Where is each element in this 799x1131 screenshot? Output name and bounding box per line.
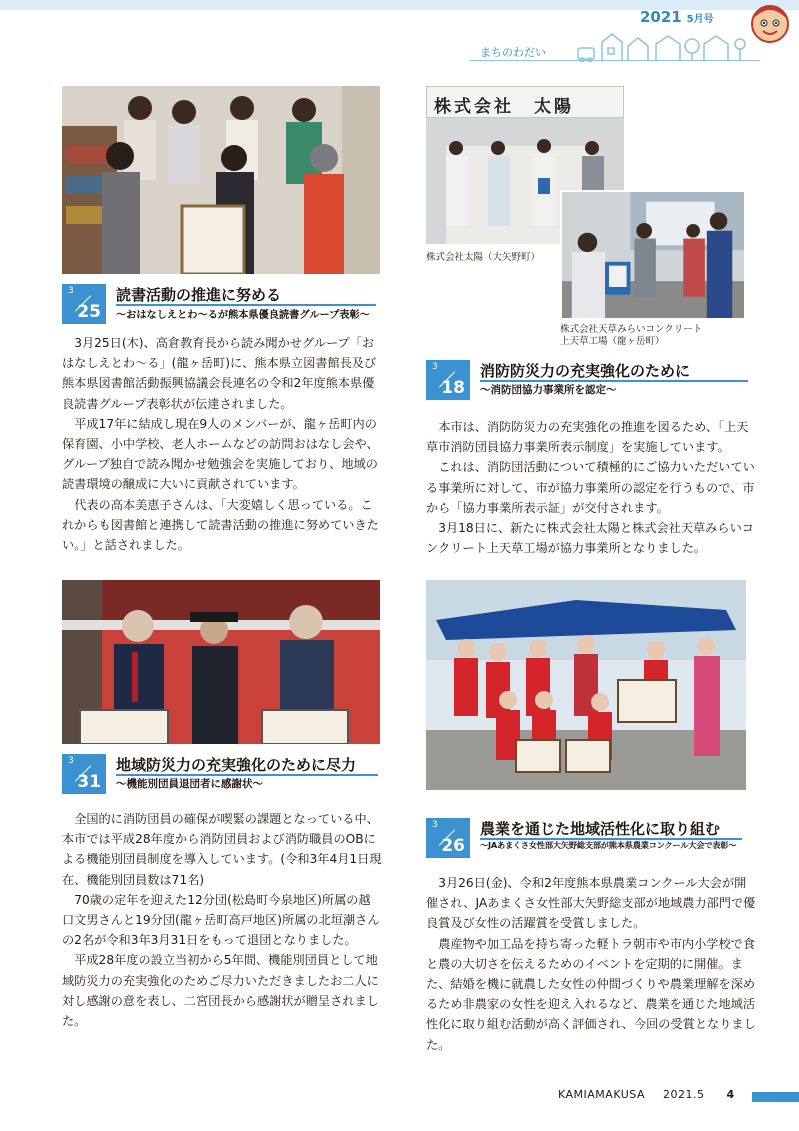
paragraph: 代表の高本美恵子さんは、「大変嬉しく思っている。これからも図書館と連携して読書活動の推進に努めていきたい。」と話されました。 [62,497,379,553]
date-month: 3 [432,820,438,830]
fire-ceremony-photo [62,580,380,744]
paragraph: 3月25日(木)、高倉教育長から読み聞かせグループ「おはなしえとわ～る」(龍ヶ岳町)に、熊本県立図書館長及び熊本県図書館活動振興協議会長連名の令和2年度熊本県優良読書グループ表彰状が伝達されました。 [62,336,377,411]
mirai-concrete-photo [560,190,746,320]
article-body-retire [62,809,382,1031]
photo-caption [560,324,702,348]
caption-line: 上天草工場（龍ヶ岳町） [560,336,665,347]
paragraph: 70歳の定年を迎えた12分団(松島町今泉地区)所属の越口文男さんと19分団(龍ヶ岳町高戸地区)所属の北垣潮さんの2名が令和3年3月31日をもって退団となりました。 [62,892,380,948]
article-header-reading [62,284,382,324]
article-title: 読書活動の推進に努める [116,286,282,304]
date-day: 26 [441,836,465,856]
date-day: 18 [441,378,465,398]
article-header-retire [62,754,392,794]
article-title: 地域防災力の充実強化のために尽力 [116,756,357,774]
article-header-ja [426,818,756,858]
paragraph: 平成17年に結成し現在9人のメンバーが、龍ヶ岳町内の保育園、小中学校、老人ホームなどの訪問おはなし会や、グループ独自で読み聞かせ勉強会を実施しており、地域の読書環境の醸成に大いに貢献されています。 [62,416,379,492]
paragraph: 3月26日(金)、令和2年度熊本県農業コンクール大会が開催され、JAあまくさ女性部大矢野総支部が地域農力部門で優良賞及び女性の活躍賞を受賞しました。 [426,876,756,931]
date-month: 3 [432,362,438,372]
article-header-bousai [426,360,756,400]
issue-month: 5月号 [686,14,714,25]
date-month: 3 [68,286,74,296]
paragraph: 本市は、消防防災力の充実強化の推進を図るため、「上天草市消防団員協力事業所表示制度」を実施しています。 [426,420,749,455]
article-body-ja [426,873,756,1055]
date-badge [62,754,106,794]
issue-year: 2021 [640,8,682,26]
issue-label [640,8,714,26]
page-number: 4 [726,1088,735,1101]
town-illustration-icon [576,30,751,62]
date-badge [426,360,470,400]
magazine-name: KAMIAMAKUSA [558,1088,646,1101]
article-body-reading [62,333,382,555]
page-footer [558,1088,735,1101]
date-badge [62,284,106,324]
article-title: 消防防災力の充実強化のために [480,362,691,380]
header-rule [470,60,760,61]
paragraph: 農産物や加工品を持ち寄った軽トラ朝市や市内小学校で食と農の大切さを伝えるためのイベントを定期的に開催。また、結婚を機に就農した女性の仲間づくりや農業理解を深めるため非農家の女性を迎え入れるなど、農業を通じた地域活性化に取り組む活動が高く評価され、今回の受賞となりました。 [426,936,756,1052]
article-body-bousai [426,417,756,558]
footer-bar [752,1092,799,1102]
date-day: 25 [77,302,101,322]
paragraph: 平成28年度の設立当初から5年間、機能別団員として地域防災力の充実強化のためご尽力いただきましたお二人に対し感謝の意を表し、二宮団長から感謝状が贈呈されました。 [62,953,379,1029]
article-subtitle: ～おはなしえとわ～るが熊本県優良読書グループ表彰～ [116,310,370,321]
article-subtitle: ～消防団協力事業所を認定～ [480,384,617,396]
paragraph: これは、消防団活動について積極的にご協力いただいている事業所に対して、市が協力事業所の認定を行うもので、市から「協力事業所表示証」が交付されます。 [426,460,755,515]
date-badge [426,818,470,858]
section-label: まちのわだい [480,46,546,59]
company-sign: 株式会社 太陽 [434,97,574,117]
reading-group-photo [62,86,380,274]
date-day: 31 [77,772,101,792]
article-subtitle: ～機能別団員退団者に感謝状～ [116,778,263,790]
photo-caption: 株式会社太陽（大矢野町） [426,252,541,263]
caption-line: 株式会社天草みらいコンクリート [560,324,703,335]
footer-date: 2021.5 [663,1088,705,1101]
date-month: 3 [68,756,74,766]
article-subtitle: ～JAあまくさ女性部大矢野総支部が熊本県農業コンクール大会で表彰～ [480,840,737,850]
paragraph: 3月18日に、新たに株式会社太陽と株式会社天草みらいコンクリート上天草工場が協力事業所となりました。 [426,521,754,556]
article-title: 農業を通じた地域活性化に取り組む [480,820,721,838]
paragraph: 全国的に消防団員の確保が喫緊の課題となっている中、本市では平成28年度から消防団員および消防職員のOBによる機能別団員制度を導入しています。(令和3年4月1日現在、機能別団員数は71名) [62,812,382,887]
ja-women-photo [426,580,746,790]
mascot-icon [748,2,792,46]
